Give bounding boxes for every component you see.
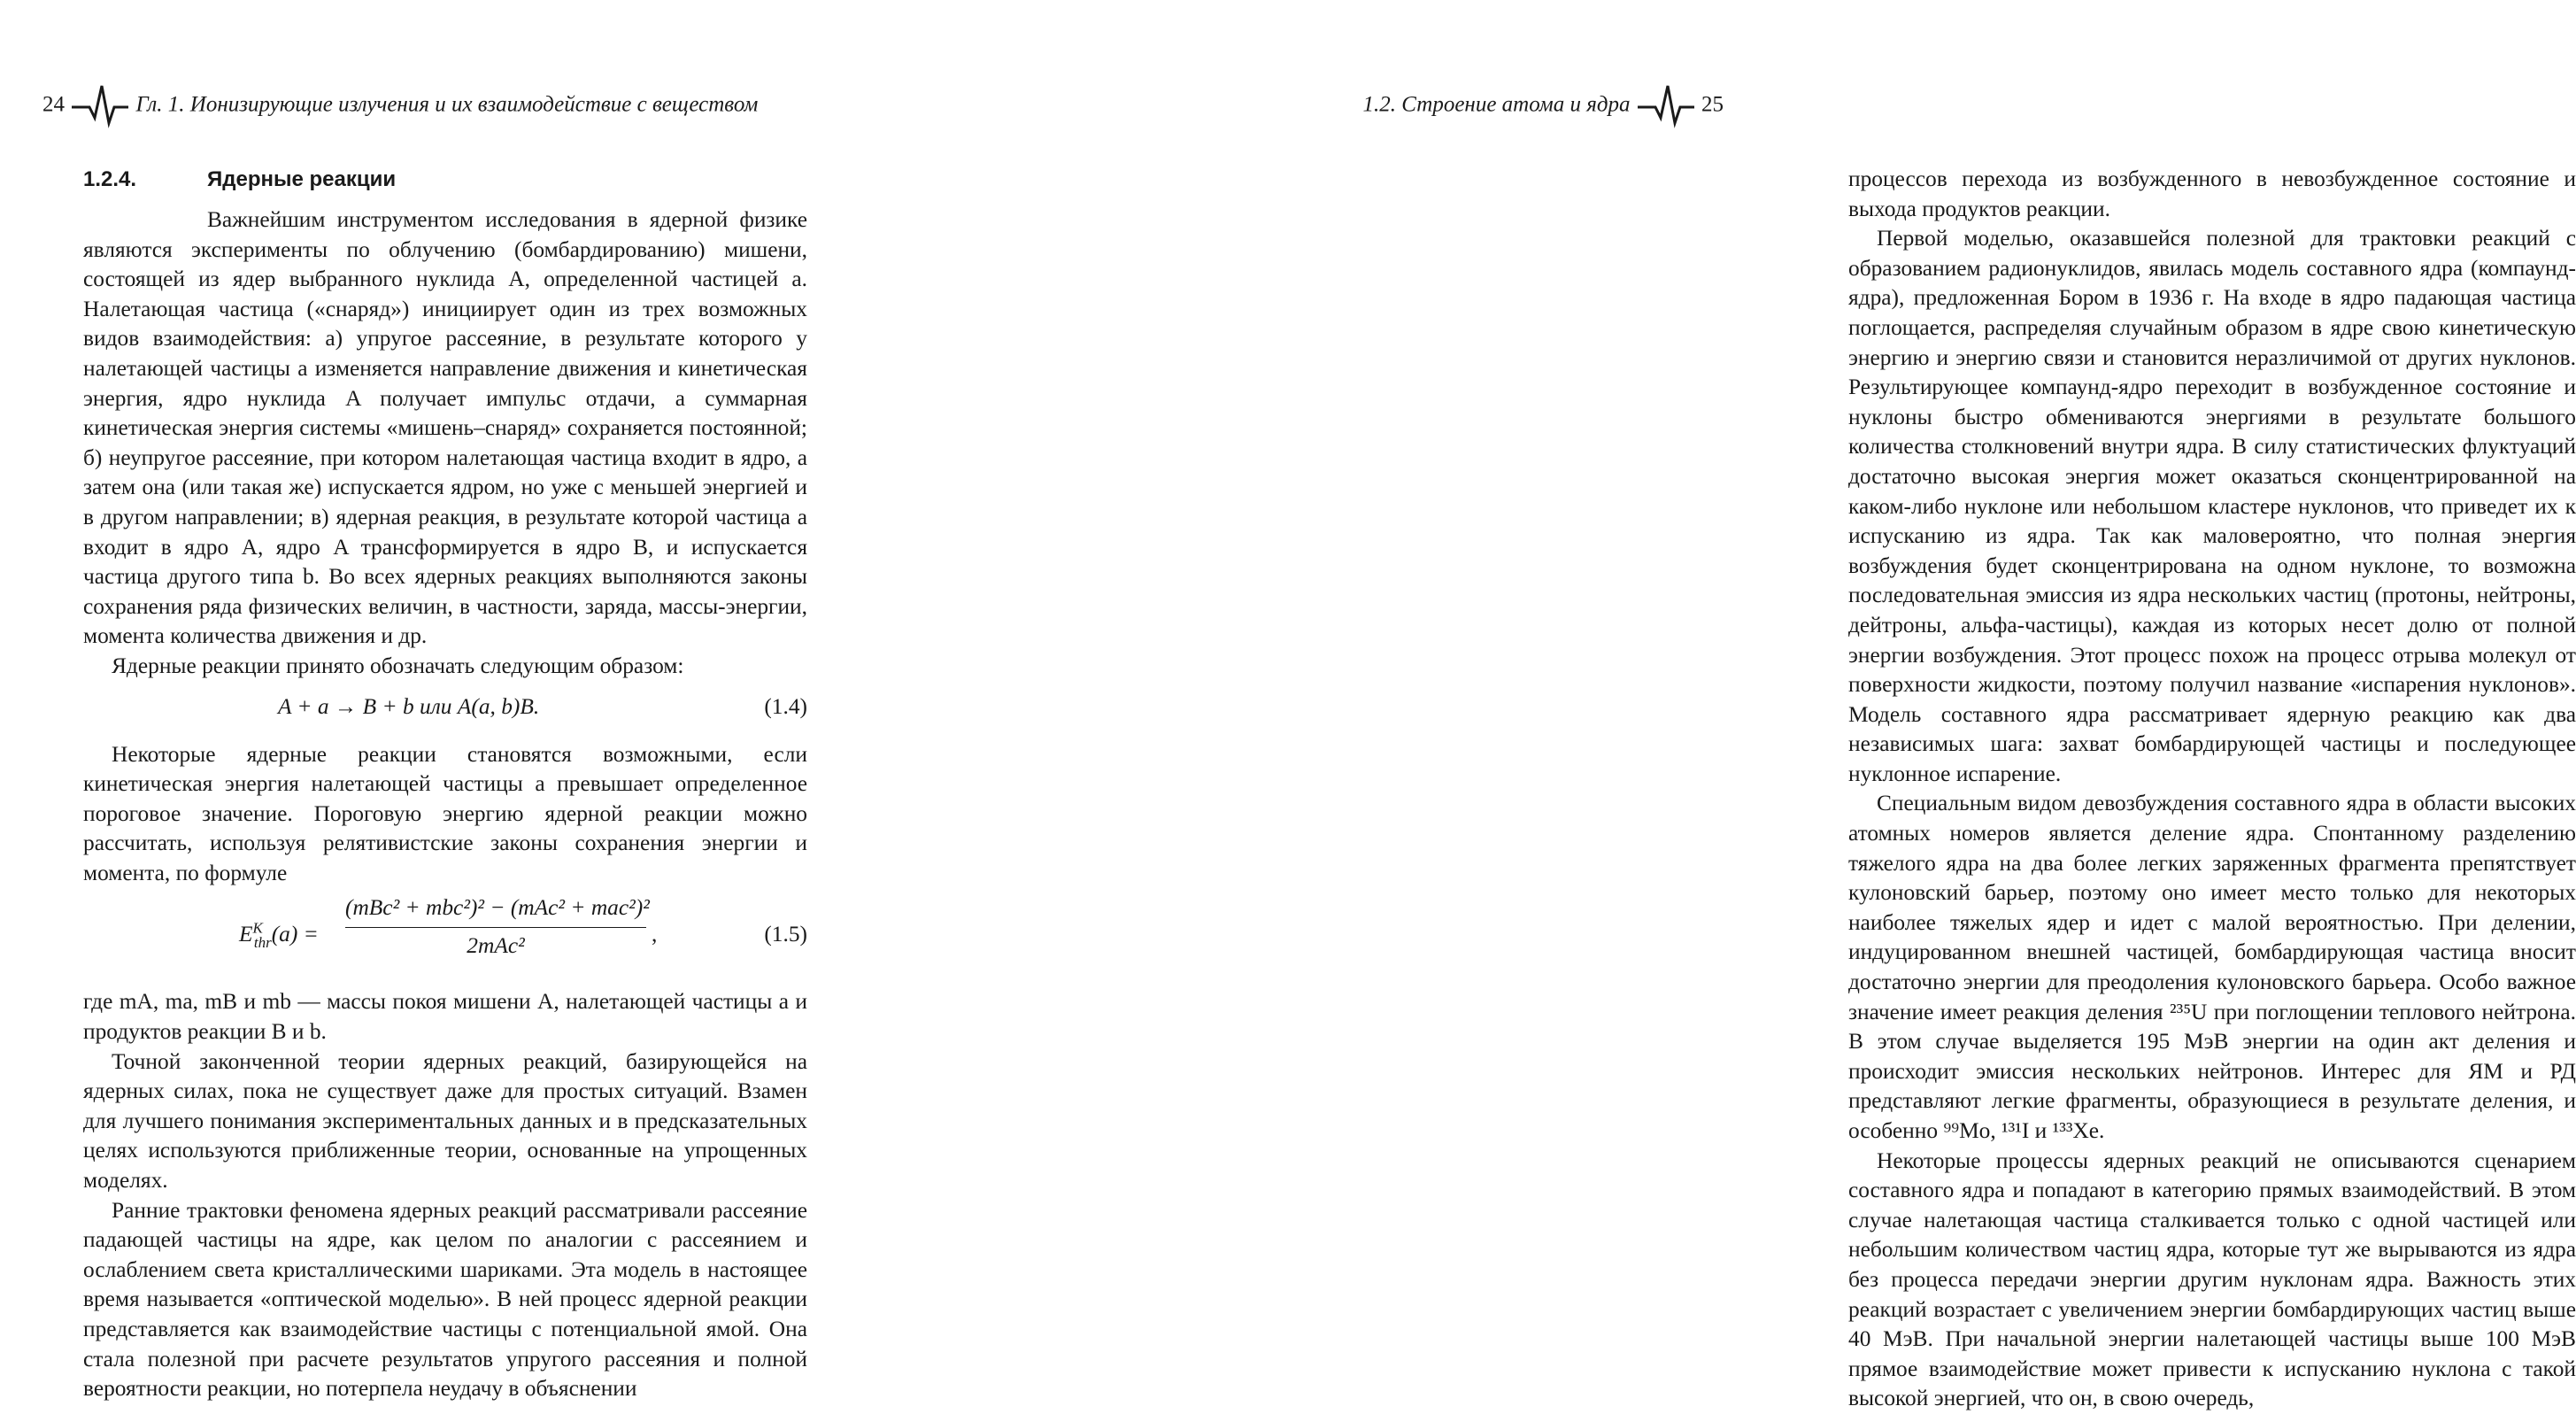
equation-number: (1.4) — [764, 693, 807, 719]
paragraph: процессов перехода из возбужденного в невозбужденное состояние и выхода продуктов реакции. — [1848, 166, 2576, 221]
page-number-left: 24 — [42, 92, 65, 117]
equation-denominator: 2mAc² — [467, 933, 525, 959]
running-head-title-left: Гл. 1. Ионизирующие излучения и их взаимодействие с веществом — [135, 92, 759, 117]
paragraph: Ранние трактовки феномена ядерных реакций рассматривали рассеяние падающей частицы на ядре, как целом по аналогии с рассеянием и ослаблением света кристаллическими шариками. Эта модель в настоящее время называется «оптической моделью». В ней процесс ядерной реакции представляется как взаимодействие частицы с потенциальной ямой. Она стала полезной при расчете результатов упругого рассеяния и полной вероятности реакции, но потерпела неудачу в объяснении — [83, 1197, 807, 1402]
paragraph: Первой моделью, оказавшейся полезной для трактовки реакций с образованием радионуклидов, явилась модель составного ядра (компаунд-ядра), предложенная Бором в 1936 г. На входе в ядро падающая частица поглощается, распределяя случайным образом в ядре свою кинетическую энергию и энергию связи и становится неразличимой от других нуклонов. Результирующее компаунд-ядро переходит в возбужденное состояние и нуклоны быстро обмениваются энергиями в результате большого количества столкновений внутри ядра. В силу статистических флуктуаций достаточно высокая энергия может оказаться сконцентрированной на каком-либо нуклоне или небольшом кластере нуклонов, что приведет их к испусканию из ядра. Так как маловероятно, что полная энергия возбуждения будет сконцентрирована на одном нуклоне, то возможна последовательная эмиссия из ядра нескольких частиц (протоны, нейтроны, дейтроны, альфа-частицы), каждая из которых несет долю от полной энергии возбуждения. Этот процесс похож на процесс отрыва молекул от поверхности жидкости, поэтому получил название «испарения нуклонов». Модель составного ядра рассматривает ядерную реакцию как два независимых шага: захват бомбардирующей частицы и последующее нуклонное испарение. — [1848, 226, 2576, 786]
pulse-icon — [70, 82, 130, 127]
paragraph: Важнейшим инструментом исследования в ядерной физике являются эксперименты по облучению (бомбардированию) мишени, состоящей из ядер выбранного нуклида A, определенной частицей a. Налетающая частица («снаряд») инициирует один из трех возможных видов взаимодействия: а) упругое рассеяние, в результате которого у налетающей частицы a изменяется направление движения и кинетическая энергия, ядро нуклида A получает импульс отдачи, а суммарная кинетическая энергия системы «мишень–снаряд» сохраняется постоянной; б) неупругое рассеяние, при котором налетающая частица входит в ядро, а затем она (или такая же) испускается ядром, но уже с меньшей энергией и в другом направлении; в) ядерная реакция, в результате которой частица a входит в ядро A, ядро A трансформируется в ядро B, и испускается частица другого типа b. Во всех ядерных реакциях выполняются законы сохранения ряда физических величин, в частности, заряда, массы-энергии, момента количества движения и др. — [83, 207, 807, 649]
right-column — [1848, 165, 2576, 1414]
section-title: Ядерные реакции — [207, 167, 397, 191]
equation-numerator: (mBc² + mbc²)² − (mAc² + mac²)² — [345, 893, 646, 928]
paragraph: Некоторые ядерные реакции становятся возможными, если кинетическая энергия налетающей частицы a превышает определенное пороговое значение. Пороговую энергию ядерной реакции можно рассчитать, используя релятивистские законы сохранения энергии и момента, по формуле — [83, 741, 807, 885]
right-page — [885, 0, 2576, 1411]
equation-fraction — [345, 893, 650, 961]
paragraph: Специальным видом девозбуждения составного ядра в области высоких атомных номеров является деление ядра. Спонтанному разделению тяжелого ядра на два более легких заряженных фрагмента препятствует кулоновский барьер, поэтому оно имеет место только для некоторых наиболее тяжелых ядер и идет с малой вероятностью. При делении, индуцированном внешней частицей, бомбардирующая частица вносит достаточно энергии для преодоления кулоновского барьера. Особо важное значение имеет реакция деления ²³⁵U при поглощении теплового нейтрона. В этом случае выделяется 195 МэВ энергии на один акт деления и происходит эмиссия нескольких нейтронов. Интерес для ЯМ и РД представляют легкие фрагменты, образующиеся в результате деления, и особенно ⁹⁹Mo, ¹³¹I и ¹³³Xe. — [1848, 791, 2576, 1143]
section-heading — [83, 165, 807, 197]
paragraph: где mA, ma, mB и mb — массы покоя мишени A, налетающей частицы a и продуктов реакции B и b. — [83, 989, 807, 1045]
pulse-icon — [1636, 82, 1696, 127]
section-number: 1.2.4. — [83, 167, 137, 191]
equation-lhs: $E^K_{thr}(a)$ = — [239, 920, 319, 951]
left-page — [0, 0, 885, 1402]
paragraph: Точной законченной теории ядерных реакций, базирующейся на ядерных силах, пока не существует даже для простых ситуаций. Взамен для лучшего понимания экспериментальных данных и в предсказательных целях используются приближенные теории, основанные на упрощенных моделях. — [83, 1048, 807, 1194]
equation-1-4 — [83, 689, 807, 728]
paragraph: Ядерные реакции принято обозначать следующим образом: — [112, 653, 684, 678]
page-number-right: 25 — [1701, 92, 1724, 117]
equation-body: A + a → B + b или A(a, b)B. — [278, 693, 540, 719]
equation-1-5: $E^K_{thr}(a)$ = (mBc² + mbc²)² − (mAc² + mac²)² 2mAc² , (1.5) — [83, 893, 807, 982]
paragraph: Некоторые процессы ядерных реакций не описываются сценарием составного ядра и попадают в категорию прямых взаимодействий. В этом случае налетающая частица сталкивается только с одной частицей или небольшим количеством частиц ядра, которые тут же вырываются из ядра без процесса передачи энергии другим нуклонам ядра. Важность этих реакций возрастает с увеличением энергии бомбардирующих частиц выше 40 МэВ. При начальной энергии налетающей частицы выше 100 МэВ прямое взаимодействие может привести к испусканию нуклона с такой высокой энергией, что он, в свою очередь, — [1848, 1147, 2576, 1411]
running-head-left — [42, 81, 758, 126]
left-column — [83, 158, 807, 1404]
running-head-title-right: 1.2. Строение атома и ядра — [1362, 92, 1631, 117]
equation-number: (1.5) — [764, 922, 807, 947]
running-head-right — [1362, 81, 1724, 126]
